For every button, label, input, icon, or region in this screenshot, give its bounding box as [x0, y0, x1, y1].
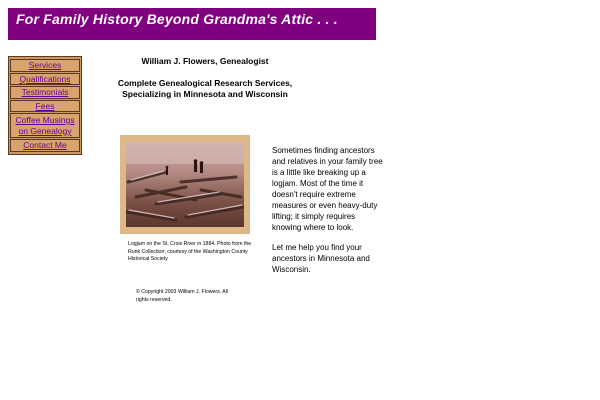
- nav-link-contact[interactable]: Contact Me: [10, 139, 80, 152]
- nav-link-testimonials[interactable]: Testimonials: [10, 86, 80, 99]
- intro-paragraph: Sometimes finding ancestors and relatives in your family tree is a little like breaking up a logjam. Most of the time it doesn't require extreme measures or even heavy-duty lifting; it simply requires knowing where to look.: [272, 146, 383, 232]
- logjam-photo: [126, 142, 244, 227]
- site-tagline: For Family History Beyond Grandma's Attic . . .: [16, 11, 338, 27]
- copyright-notice: © Copyright 2003 William J. Flowers. All rights reserved.: [136, 289, 229, 303]
- intro-text: [272, 145, 384, 284]
- photo-frame: [120, 135, 250, 234]
- header-banner: [8, 8, 376, 40]
- call-to-action-paragraph: Let me help you find your ancestors in Minnesota and Wisconsin.: [272, 243, 370, 274]
- page-heading: [105, 56, 305, 100]
- nav-link-coffee-musings[interactable]: Coffee Musings on Genealogy: [10, 113, 80, 138]
- nav-link-qualifications[interactable]: Qualifications: [10, 73, 80, 86]
- nav-link-services[interactable]: Services: [10, 59, 80, 72]
- genealogist-name: William J. Flowers, Genealogist: [141, 56, 269, 66]
- photo-caption: Logjam on the St. Croix River in 1884. Photo from the Runk Collection; courtesy of the Washington County Historical Society: [128, 241, 252, 262]
- nav-menu: [8, 56, 82, 155]
- nav-link-fees[interactable]: Fees: [10, 100, 80, 113]
- services-subtitle: Complete Genealogical Research Services, Specializing in Minnesota and Wisconsin: [117, 78, 293, 99]
